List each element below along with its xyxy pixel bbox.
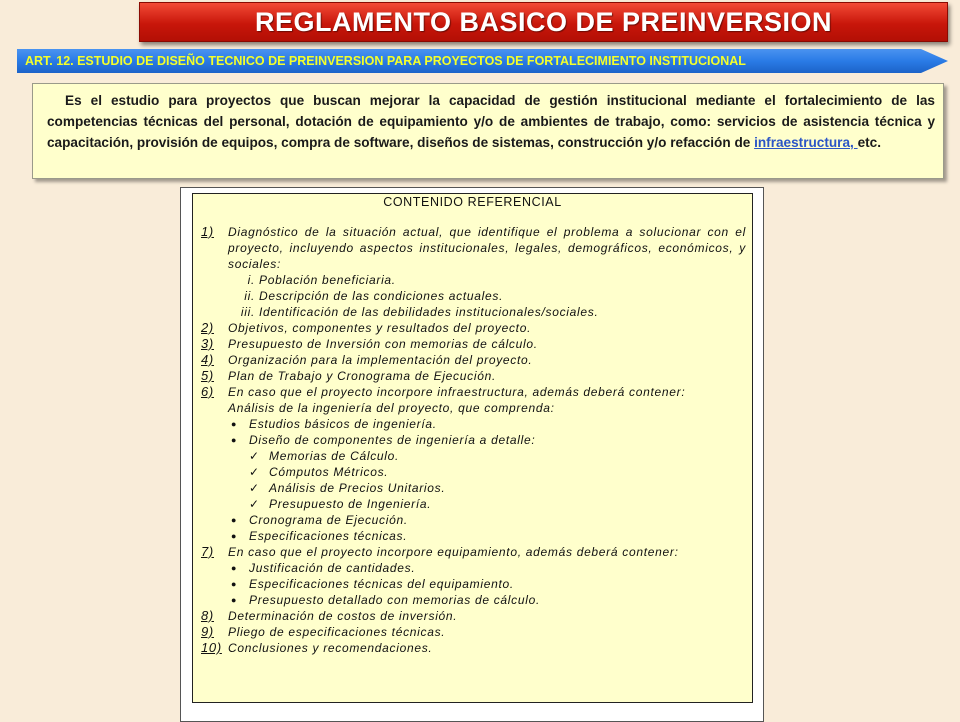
bullet-icon: ●: [231, 531, 238, 541]
item-number: 2): [201, 320, 214, 335]
description-text: [47, 90, 935, 153]
bullet-text: Especificaciones técnicas del equipamiento.: [249, 577, 514, 591]
item-text: En caso que el proyecto incorpore equipamiento, además deberá contener:: [228, 545, 679, 559]
description-box: [32, 83, 944, 179]
roman-numeral: iii.: [240, 305, 255, 319]
numbered-item: [201, 640, 746, 656]
item-text: Pliego de especificaciones técnicas.: [228, 625, 446, 639]
check-text: Presupuesto de Ingeniería.: [269, 497, 432, 511]
item-number: 9): [201, 624, 214, 639]
item-number: 1): [201, 224, 214, 239]
checkmark-icon: ✓: [249, 465, 260, 479]
article-heading: ART. 12. ESTUDIO DE DISEÑO TECNICO DE PREINVERSION PARA PROYECTOS DE FORTALECIMIENTO INSTITUCIONAL: [25, 54, 746, 68]
check-item: [201, 480, 746, 496]
numbered-item: [201, 352, 746, 368]
check-item: [201, 464, 746, 480]
subitem-text: Población beneficiaria.: [259, 273, 396, 287]
item-text: Organización para la implementación del proyecto.: [228, 353, 533, 367]
item-number: 6): [201, 384, 214, 399]
bullet-icon: ●: [231, 515, 238, 525]
infraestructura-link[interactable]: infraestructura,: [754, 135, 858, 150]
roman-subitem: [201, 304, 746, 320]
subitem-text: Identificación de las debilidades institucionales/sociales.: [259, 305, 599, 319]
numbered-item: [201, 336, 746, 352]
item-text: En caso que el proyecto incorpore infraestructura, además deberá contener:: [228, 385, 686, 399]
check-text: Memorias de Cálculo.: [269, 449, 400, 463]
content-list: [201, 224, 746, 656]
item-number: 5): [201, 368, 214, 383]
checkmark-icon: ✓: [249, 449, 260, 463]
bullet-icon: ●: [231, 595, 238, 605]
numbered-item: [201, 320, 746, 336]
page-title: REGLAMENTO BASICO DE PREINVERSION: [254, 6, 833, 37]
numbered-item: [201, 544, 746, 560]
roman-subitem: [201, 288, 746, 304]
bullet-text: Presupuesto detallado con memorias de cálculo.: [249, 593, 541, 607]
bullet-item: [201, 560, 746, 576]
subitem-text: Descripción de las condiciones actuales.: [259, 289, 504, 303]
bullet-item: [201, 528, 746, 544]
bullet-text: Justificación de cantidades.: [249, 561, 416, 575]
checkmark-icon: ✓: [249, 481, 260, 495]
check-text: Cómputos Métricos.: [269, 465, 389, 479]
bullet-item: [201, 416, 746, 432]
bullet-icon: ●: [231, 435, 238, 445]
plain-text: Análisis de la ingeniería del proyecto, que comprenda:: [228, 401, 555, 415]
item-number: 7): [201, 544, 214, 559]
bullet-icon: ●: [231, 419, 238, 429]
content-title: CONTENIDO REFERENCIAL: [383, 195, 562, 209]
checkmark-icon: ✓: [249, 497, 260, 511]
bullet-item: [201, 432, 746, 448]
item-text: Determinación de costos de inversión.: [228, 609, 458, 623]
description-tail: etc.: [857, 135, 882, 150]
description-body: Es el estudio para proyectos que buscan mejorar la capacidad de gestión institucional mediante el fortalecimiento de las competencias técnicas del personal, dotación de equipamiento y/o de ambientes de trabajo, como: servicios de asistencia técnica y capacitación, provisión de equipos, compra de software, diseños de sistemas, construcción y/o refacción de: [47, 93, 935, 150]
content-box: [192, 193, 753, 703]
roman-subitem: [201, 272, 746, 288]
item-text: Plan de Trabajo y Cronograma de Ejecución.: [228, 369, 496, 383]
item-text: Conclusiones y recomendaciones.: [228, 641, 433, 655]
title-banner: [139, 2, 948, 42]
numbered-item: [201, 368, 746, 384]
check-item: [201, 448, 746, 464]
check-text: Análisis de Precios Unitarios.: [269, 481, 446, 495]
item-number: 10): [201, 640, 222, 655]
bullet-text: Cronograma de Ejecución.: [249, 513, 408, 527]
plain-line: [201, 400, 746, 416]
numbered-item: [201, 624, 746, 640]
numbered-item: [201, 608, 746, 624]
bullet-icon: ●: [231, 563, 238, 573]
item-number: 8): [201, 608, 214, 623]
bullet-text: Diseño de componentes de ingeniería a detalle:: [249, 433, 536, 447]
bullet-item: [201, 592, 746, 608]
check-item: [201, 496, 746, 512]
article-banner: [17, 49, 948, 73]
bullet-text: Estudios básicos de ingeniería.: [249, 417, 437, 431]
bullet-item: [201, 512, 746, 528]
item-text: Presupuesto de Inversión con memorias de cálculo.: [228, 337, 538, 351]
item-text: Diagnóstico de la situación actual, que identifique el problema a solucionar con el proyecto, incluyendo aspectos institucionales, legales, demográficos, económicos, y sociales:: [228, 225, 746, 271]
numbered-item: [201, 224, 746, 272]
roman-numeral: i.: [247, 273, 255, 287]
bullet-item: [201, 576, 746, 592]
bullet-text: Especificaciones técnicas.: [249, 529, 408, 543]
item-text: Objetivos, componentes y resultados del proyecto.: [228, 321, 532, 335]
bullet-icon: ●: [231, 579, 238, 589]
roman-numeral: ii.: [244, 289, 255, 303]
numbered-item: [201, 384, 746, 400]
item-number: 3): [201, 336, 214, 351]
item-number: 4): [201, 352, 214, 367]
